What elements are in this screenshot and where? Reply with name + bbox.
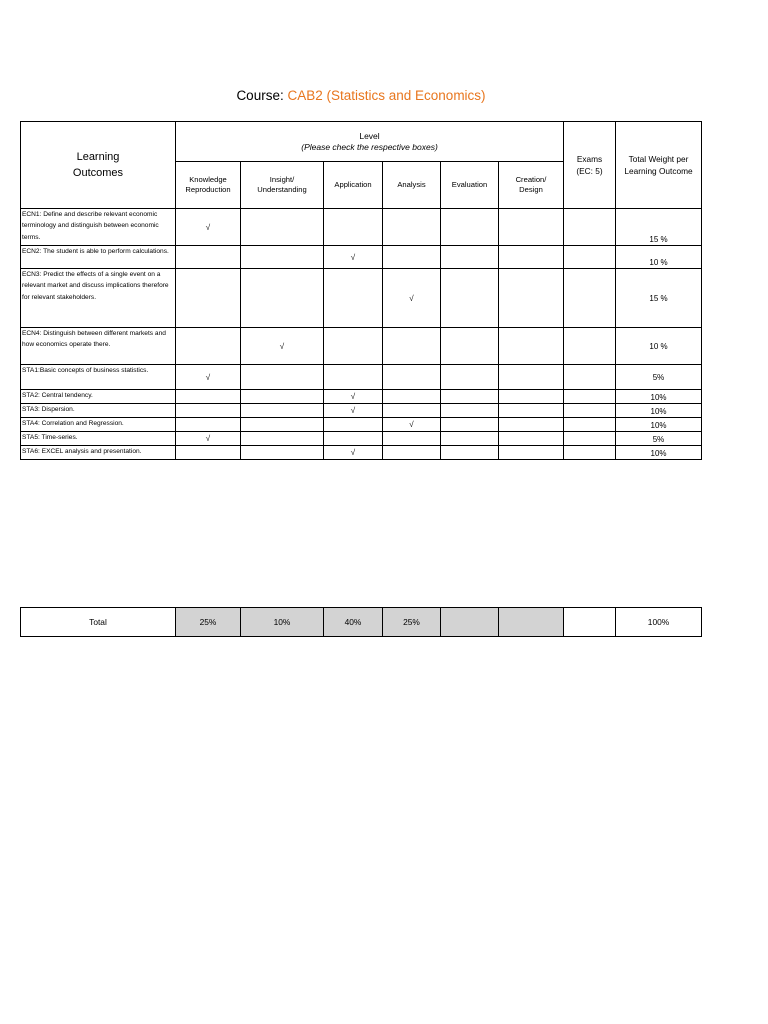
level-cell bbox=[441, 418, 499, 432]
weight-cell: 10% bbox=[616, 418, 702, 432]
level-cell bbox=[324, 328, 383, 365]
level-cell bbox=[241, 418, 324, 432]
check-mark: √ bbox=[176, 209, 241, 246]
exams-cell bbox=[564, 446, 616, 460]
exams-cell bbox=[564, 328, 616, 365]
total-row bbox=[21, 608, 702, 637]
level-cell bbox=[441, 246, 499, 269]
level-cell bbox=[324, 365, 383, 390]
weight-cell: 15 % bbox=[616, 269, 702, 328]
table-row bbox=[21, 269, 702, 328]
total-application: 40% bbox=[324, 608, 383, 637]
course-title bbox=[0, 88, 722, 103]
level-cell bbox=[499, 365, 564, 390]
total-table bbox=[20, 607, 702, 637]
level-cell bbox=[241, 246, 324, 269]
level-cell bbox=[383, 209, 441, 246]
check-mark: √ bbox=[241, 328, 324, 365]
exams-cell bbox=[564, 269, 616, 328]
level-cell bbox=[441, 209, 499, 246]
exams-cell bbox=[564, 246, 616, 269]
level-cell bbox=[176, 328, 241, 365]
exams-header: Exams (EC: 5) bbox=[564, 122, 616, 209]
level-cell bbox=[383, 390, 441, 404]
check-mark: √ bbox=[383, 418, 441, 432]
level-cell bbox=[383, 365, 441, 390]
level-cell bbox=[441, 432, 499, 446]
weight-cell: 10% bbox=[616, 404, 702, 418]
level-cell bbox=[383, 328, 441, 365]
total-evaluation bbox=[441, 608, 499, 637]
level-cell bbox=[241, 209, 324, 246]
table-row bbox=[21, 246, 702, 269]
outcome-description: ECN4: Distinguish between different markets and how economics operate there. bbox=[21, 328, 176, 365]
level-cell bbox=[383, 432, 441, 446]
level-cell bbox=[499, 269, 564, 328]
weight-cell: 10% bbox=[616, 390, 702, 404]
weight-cell: 10% bbox=[616, 446, 702, 460]
level-cell bbox=[441, 404, 499, 418]
level-cell bbox=[383, 404, 441, 418]
level-cell bbox=[499, 328, 564, 365]
level-header-evaluation: Evaluation bbox=[441, 162, 499, 209]
check-mark: √ bbox=[324, 446, 383, 460]
level-cell bbox=[441, 269, 499, 328]
level-cell bbox=[499, 246, 564, 269]
weight-cell: 15 % bbox=[616, 209, 702, 246]
level-header-insight: Insight/ Understanding bbox=[241, 162, 324, 209]
check-mark: √ bbox=[324, 390, 383, 404]
level-cell bbox=[241, 390, 324, 404]
check-mark: √ bbox=[176, 365, 241, 390]
weight-cell: 5% bbox=[616, 432, 702, 446]
check-mark: √ bbox=[176, 432, 241, 446]
level-cell bbox=[441, 446, 499, 460]
level-cell bbox=[324, 432, 383, 446]
weight-cell: 10 % bbox=[616, 246, 702, 269]
exams-cell bbox=[564, 404, 616, 418]
level-header-application: Application bbox=[324, 162, 383, 209]
exams-cell bbox=[564, 418, 616, 432]
outcome-description: STA1:Basic concepts of business statistics. bbox=[21, 365, 176, 390]
outcome-description: ECN3: Predict the effects of a single event on a relevant market and discuss implications therefore for relevant stakeholders. bbox=[21, 269, 176, 328]
level-cell bbox=[499, 209, 564, 246]
level-cell bbox=[176, 418, 241, 432]
check-mark: √ bbox=[383, 269, 441, 328]
exams-cell bbox=[564, 365, 616, 390]
table-row bbox=[21, 446, 702, 460]
level-cell bbox=[241, 269, 324, 328]
level-cell bbox=[499, 418, 564, 432]
total-label: Total bbox=[21, 608, 176, 637]
level-header-analysis: Analysis bbox=[383, 162, 441, 209]
outcome-description: STA2: Central tendency. bbox=[21, 390, 176, 404]
outcome-description: ECN2: The student is able to perform calculations. bbox=[21, 246, 176, 269]
level-cell bbox=[441, 390, 499, 404]
weight-cell: 5% bbox=[616, 365, 702, 390]
level-header-knowledge: Knowledge Reproduction bbox=[176, 162, 241, 209]
exams-cell bbox=[564, 432, 616, 446]
level-cell bbox=[241, 365, 324, 390]
outcome-description: STA3: Dispersion. bbox=[21, 404, 176, 418]
exams-cell bbox=[564, 390, 616, 404]
total-creation bbox=[499, 608, 564, 637]
exams-cell bbox=[564, 209, 616, 246]
outcome-description: STA5: Time-series. bbox=[21, 432, 176, 446]
learning-outcomes-header: Learning Outcomes bbox=[21, 122, 176, 209]
table-row bbox=[21, 418, 702, 432]
outcome-description: STA4: Correlation and Regression. bbox=[21, 418, 176, 432]
weight-cell: 10 % bbox=[616, 328, 702, 365]
level-cell bbox=[241, 432, 324, 446]
outcome-description: STA6: EXCEL analysis and presentation. bbox=[21, 446, 176, 460]
level-cell bbox=[176, 246, 241, 269]
table-row bbox=[21, 328, 702, 365]
level-note: (Please check the respective boxes) bbox=[301, 142, 438, 152]
total-weight-header: Total Weight per Learning Outcome bbox=[616, 122, 702, 209]
table-row bbox=[21, 432, 702, 446]
learning-outcomes-table bbox=[20, 121, 702, 460]
outcome-description: ECN1: Define and describe relevant economic terminology and distinguish between economic terms. bbox=[21, 209, 176, 246]
level-cell bbox=[176, 404, 241, 418]
level-cell bbox=[324, 269, 383, 328]
level-cell bbox=[383, 446, 441, 460]
level-cell bbox=[383, 246, 441, 269]
level-label: Level bbox=[359, 131, 380, 141]
level-cell bbox=[499, 446, 564, 460]
level-cell bbox=[324, 418, 383, 432]
level-cell bbox=[441, 365, 499, 390]
level-cell bbox=[499, 390, 564, 404]
check-mark: √ bbox=[324, 246, 383, 269]
table-row bbox=[21, 404, 702, 418]
level-cell bbox=[176, 390, 241, 404]
total-analysis: 25% bbox=[383, 608, 441, 637]
course-name: CAB2 (Statistics and Economics) bbox=[287, 88, 486, 103]
level-cell bbox=[176, 446, 241, 460]
level-cell bbox=[499, 404, 564, 418]
level-cell bbox=[241, 446, 324, 460]
table-row bbox=[21, 390, 702, 404]
table-row bbox=[21, 365, 702, 390]
table-row bbox=[21, 209, 702, 246]
total-exams bbox=[564, 608, 616, 637]
course-label: Course: bbox=[236, 88, 284, 103]
level-header-creation: Creation/ Design bbox=[499, 162, 564, 209]
total-insight: 10% bbox=[241, 608, 324, 637]
total-knowledge: 25% bbox=[176, 608, 241, 637]
total-overall: 100% bbox=[616, 608, 702, 637]
level-cell bbox=[241, 404, 324, 418]
level-cell bbox=[176, 269, 241, 328]
level-cell bbox=[324, 209, 383, 246]
level-cell bbox=[441, 328, 499, 365]
level-cell bbox=[499, 432, 564, 446]
level-header bbox=[176, 122, 564, 162]
check-mark: √ bbox=[324, 404, 383, 418]
